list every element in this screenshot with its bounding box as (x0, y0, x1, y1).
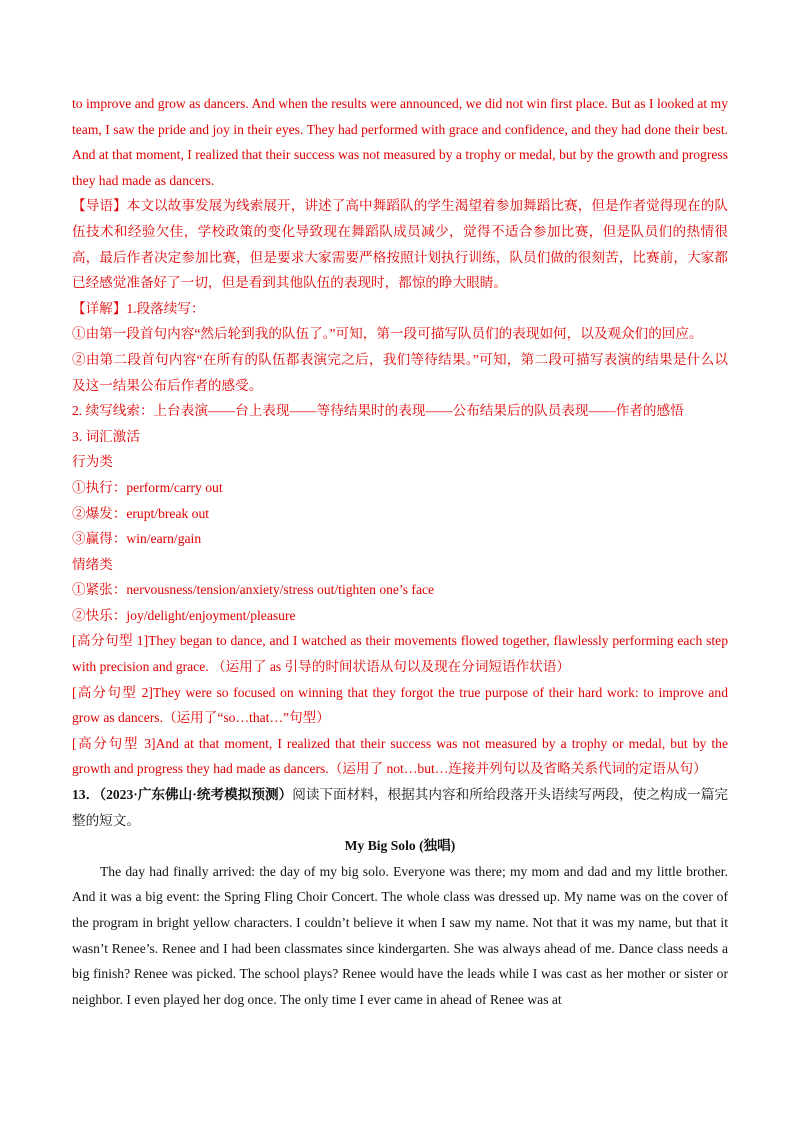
sentence-pattern-3: [高分句型 3]And at that moment, I realized that their success was not measured by a trophy or medal, but by the growth and progress they had made as dancers.（运用了 not…but…连接并列句以及省略关系代词的定语从句） (72, 735, 728, 777)
detail-item-2: ②由第二段首句内容“在所有的队伍都表演完之后，我们等待结果。”可知，第二段可描写表演的结果是什么以及这一结果公布后作者的感受。 (72, 351, 728, 393)
guide-paragraph: 【导语】本文以故事发展为线索展开，讲述了高中舞蹈队的学生渴望着参加舞蹈比赛，但是作者觉得现在的队伍技术和经验欠佳，学校政策的变化导致现在舞蹈队成员减少，觉得不适合参加比赛，但是队员们的热情很高，最后作者决定参加比赛，但是要求大家需要严格按照计划执行训练，队员们做的很刻苦，比赛前，大家都已经感觉准备好了一切，但是看到其他队伍的表现时，都惊的睁大眼睛。 (72, 198, 728, 291)
action-item-1: ①执行：perform/carry out (72, 479, 223, 495)
question-instruction: 阅读下面材料，根据其内容和所给段落开头语续写两段，使之构成一篇完整的短文。 (72, 787, 729, 828)
answer-paragraph-end: to improve and grow as dancers. And when the results were announced, we did not win first place. But as I looked at my team, I saw the pride and joy in their eyes. They had performed with grace and confidence, and they had done their best. And at that moment, I realized that their success was not measured by a trophy or medal, but by the growth and progress they had made as dancers. (72, 96, 728, 188)
passage-title: My Big Solo (独唱) (344, 838, 456, 854)
question-number: 13． (72, 787, 100, 803)
action-category-title: 行为类 (72, 454, 113, 470)
passage-body: The day had finally arrived: the day of my big solo. Everyone was there; my mom and dad and my little brother. And it was a big event: the Spring Fling Choir Concert. The whole class was dressed up. My name was on the cover of the program in bright yellow characters. I couldn’t believe it when I saw my name. Not that it was my name, but that it wasn’t Renee’s. Renee and I had been classmates since kindergarten. She was always ahead of me. Dance class needs a big finish? Renee was picked. The school plays? Renee would have the leads while I was cast as her mother or sister or neighbor. I even played her dog once. The only time I ever came in ahead of Renee was at (72, 863, 728, 1007)
question-source: （2023·广东佛山·统考模拟预测） (99, 787, 293, 803)
clue-line: 2. 续写线索：上台表演——台上表现——等待结果时的表现——公布结果后的队员表现——作者的感悟 (72, 403, 684, 419)
question-header (72, 782, 728, 833)
detail-item-1: ①由第一段首句内容“然后轮到我的队伍了。”可知，第一段可描写队员们的表现如何，以及观众们的回应。 (72, 326, 703, 342)
page-content (72, 91, 728, 1012)
vocab-title: 3. 词汇激活 (72, 428, 140, 444)
emotion-item-1: ①紧张：nervousness/tension/anxiety/stress out/tighten one’s face (72, 582, 435, 598)
sentence-pattern-2: [高分句型 2]They were so focused on winning that they forgot the true purpose of their hard work: to improve and grow as dancers.（运用了“so…that…”句型） (72, 684, 728, 726)
action-item-3: ③赢得：win/earn/gain (72, 531, 202, 547)
emotion-category-title: 情绪类 (72, 556, 113, 572)
sentence-pattern-1: [高分句型 1]They began to dance, and I watched as their movements flowed together, flawlessly performing each step with precision and grace. （运用了 as 引导的时间状语从句以及现在分词短语作状语） (72, 633, 728, 675)
action-item-2: ②爆发：erupt/break out (72, 505, 210, 521)
detail-title: 【详解】1.段落续写： (72, 300, 205, 316)
emotion-item-2: ②快乐：joy/delight/enjoyment/pleasure (72, 607, 296, 623)
